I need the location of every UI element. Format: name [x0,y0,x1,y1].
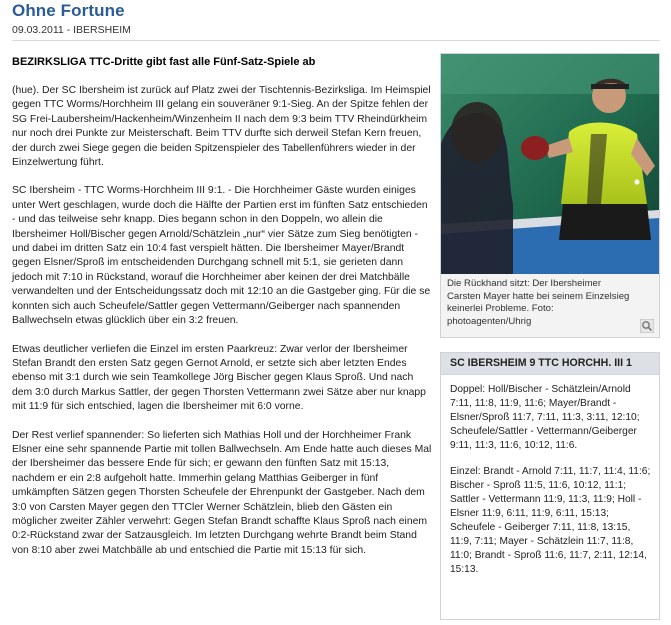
article-paragraph: Etwas deutlicher verliefen die Einzel im ersten Paarkreuz: Zwar verlor der Ibersheimer Stefan Brandt den ersten Satz gegen Gernot Arnold, er setzte sich aber letzten Endes ebenso mit 3:1 durch wie sein Teamkollege Jörg Bischer gegen Klaus Sproß. Und nach dem 3:0 durch Markus Sattler, der gegen Thorsten Vettermann zwei Sätze aber nur knapp mit 11:9 für sich entschied, lagen die Ibersheimer mit 6:0 vorne. [12,343,426,413]
magnifier-zoom-icon[interactable] [640,319,654,333]
article-dateline: 09.03.2011 - IBERSHEIM [12,24,131,36]
article-paragraph: Der Rest verlief spannender: So lieferten sich Mathias Holl und der Horchheimer Frank Elsner eine sehr spannende Partie mit tollen Ballwechseln. Am Ende hatte auch dieses Mal der Ibersheimer das bessere Ende für sich; er gewann den fünften Satz mit 15:13, nachdem er ein 2:8 aufgeholt hatte. Immerhin gelang Matthias Geiberger in fünf umkämpften Sätzen gegen Thorsten Scheufele der Ehrenpunkt der Gastgeber. Nach dem 3:0 von Carsten Mayer gegen den TTCler Werner Schätzlein, blieb den Gästen ein möglicher zweiter Zähler verwehrt: Gegen Stefan Brandt schaffte Klaus Sproß nach einem 0:2-Rückstand zwar der Satzausgleich. Im letzten Durchgang wehrte Brandt beim Stand von 8:10 aber zwei Matchbälle ab und entschied die Partie mit 15:13 für sich. [12,429,432,556]
title-divider [12,40,660,41]
article-body [12,84,432,572]
article-paragraph: SC Ibersheim - TTC Worms-Horchheim III 9:1. - Die Horchheimer Gäste wurden einiges unter Wert geschlagen, wurde doch die Hälfte der Partien erst im fünften Satz entschieden - und das teilweise sehr knapp. Dies begann schon in den Doppeln, wo allein die Ibersheimer Holl/Bischer gegen Arnold/Schätzlein „nur“ vier Sätze zum Sieg benötigten - und dabei im dritten Satz ein 10:4 fast verspielt hätten. Die Ibersheimer Mayer/Brandt gegen Elsner/Sproß im entscheidenden Durchgang schnell mit 5:1, sie gerieten dann jedoch mit 7:10 in Rückstand, worauf die Horchheimer aber keinen der drei Matchbälle verwandelten und der Entscheidungssatz doch mit 12:10 an die Gastgeber ging. Für die se konnten sich auch Scheufele/Sattler gegen Vettermann/Geiberger nach spannenden Ballwechseln etwas glücklich über ein 3:2 freuen. [12,185,431,327]
photo-box [440,53,660,338]
result-box-body [441,375,659,577]
doubles-results: Doppel: Holl/Bischer - Schätzlein/Arnold 7:11, 11:8, 11:9, 11:6; Mayer/Brandt - Elsner/Sproß 11:7, 7:11, 11:3, 3:11, 12:10; Scheufele/Sattler - Vettermann/Geiberger 9:11, 11:3, 11:6, 10:12, 11:6. [450,384,640,451]
photo-caption: Die Rückhand sitzt: Der Ibersheimer Carsten Mayer hatte bei seinem Einzelsieg keinerlei Probleme. Foto: photoagenten/Uhrig [447,278,630,327]
article-headline: BEZIRKSLIGA TTC-Dritte gibt fast alle Fünf-Satz-Spiele ab [12,56,316,68]
article-photo[interactable] [441,54,659,274]
singles-results: Einzel: Brandt - Arnold 7:11, 11:7, 11:4, 11:6; Bischer - Sproß 11:5, 11:6, 10:12, 11:1; Sattler - Vettermann 11:9, 11:3, 11:9; Holl - Elsner 11:9, 6:11, 11:9, 6:11, 15:13; Scheufele - Geiberger 7:11, 11:8, 13:15, 11:9, 7:11; Mayer - Schätzlein 11:7, 11:8, 11:0; Brandt - Sproß 11:6, 11:7, 2:11, 12:14, 15:13. [450,466,651,575]
article-paragraph: (hue). Der SC Ibersheim ist zurück auf Platz zwei der Tischtennis-Bezirksliga. Im Heimspiel gegen TTC Worms/Horchheim III gelang ein souveräner 9:1-Sieg. An der Spitze fehlen der SG Frei-Laubersheim/Hackenheim/Winzenheim II nach dem 9:3 beim TTV Rheindürkheim nur noch drei Punkte zur Meisterschaft. Beim TTV durfte sich derweil Stefan Kern freuen, der durch zwei Siege gegen die beiden Spitzenspieler des Tabellenführers wieder in der Einzelwertung führt. [12,85,431,169]
article-title: Ohne Fortune [12,1,125,20]
result-box [440,352,660,620]
result-box-header: SC IBERSHEIM 9 TTC HORCHH. III 1 [441,353,659,375]
table-tennis-photo [441,54,659,274]
